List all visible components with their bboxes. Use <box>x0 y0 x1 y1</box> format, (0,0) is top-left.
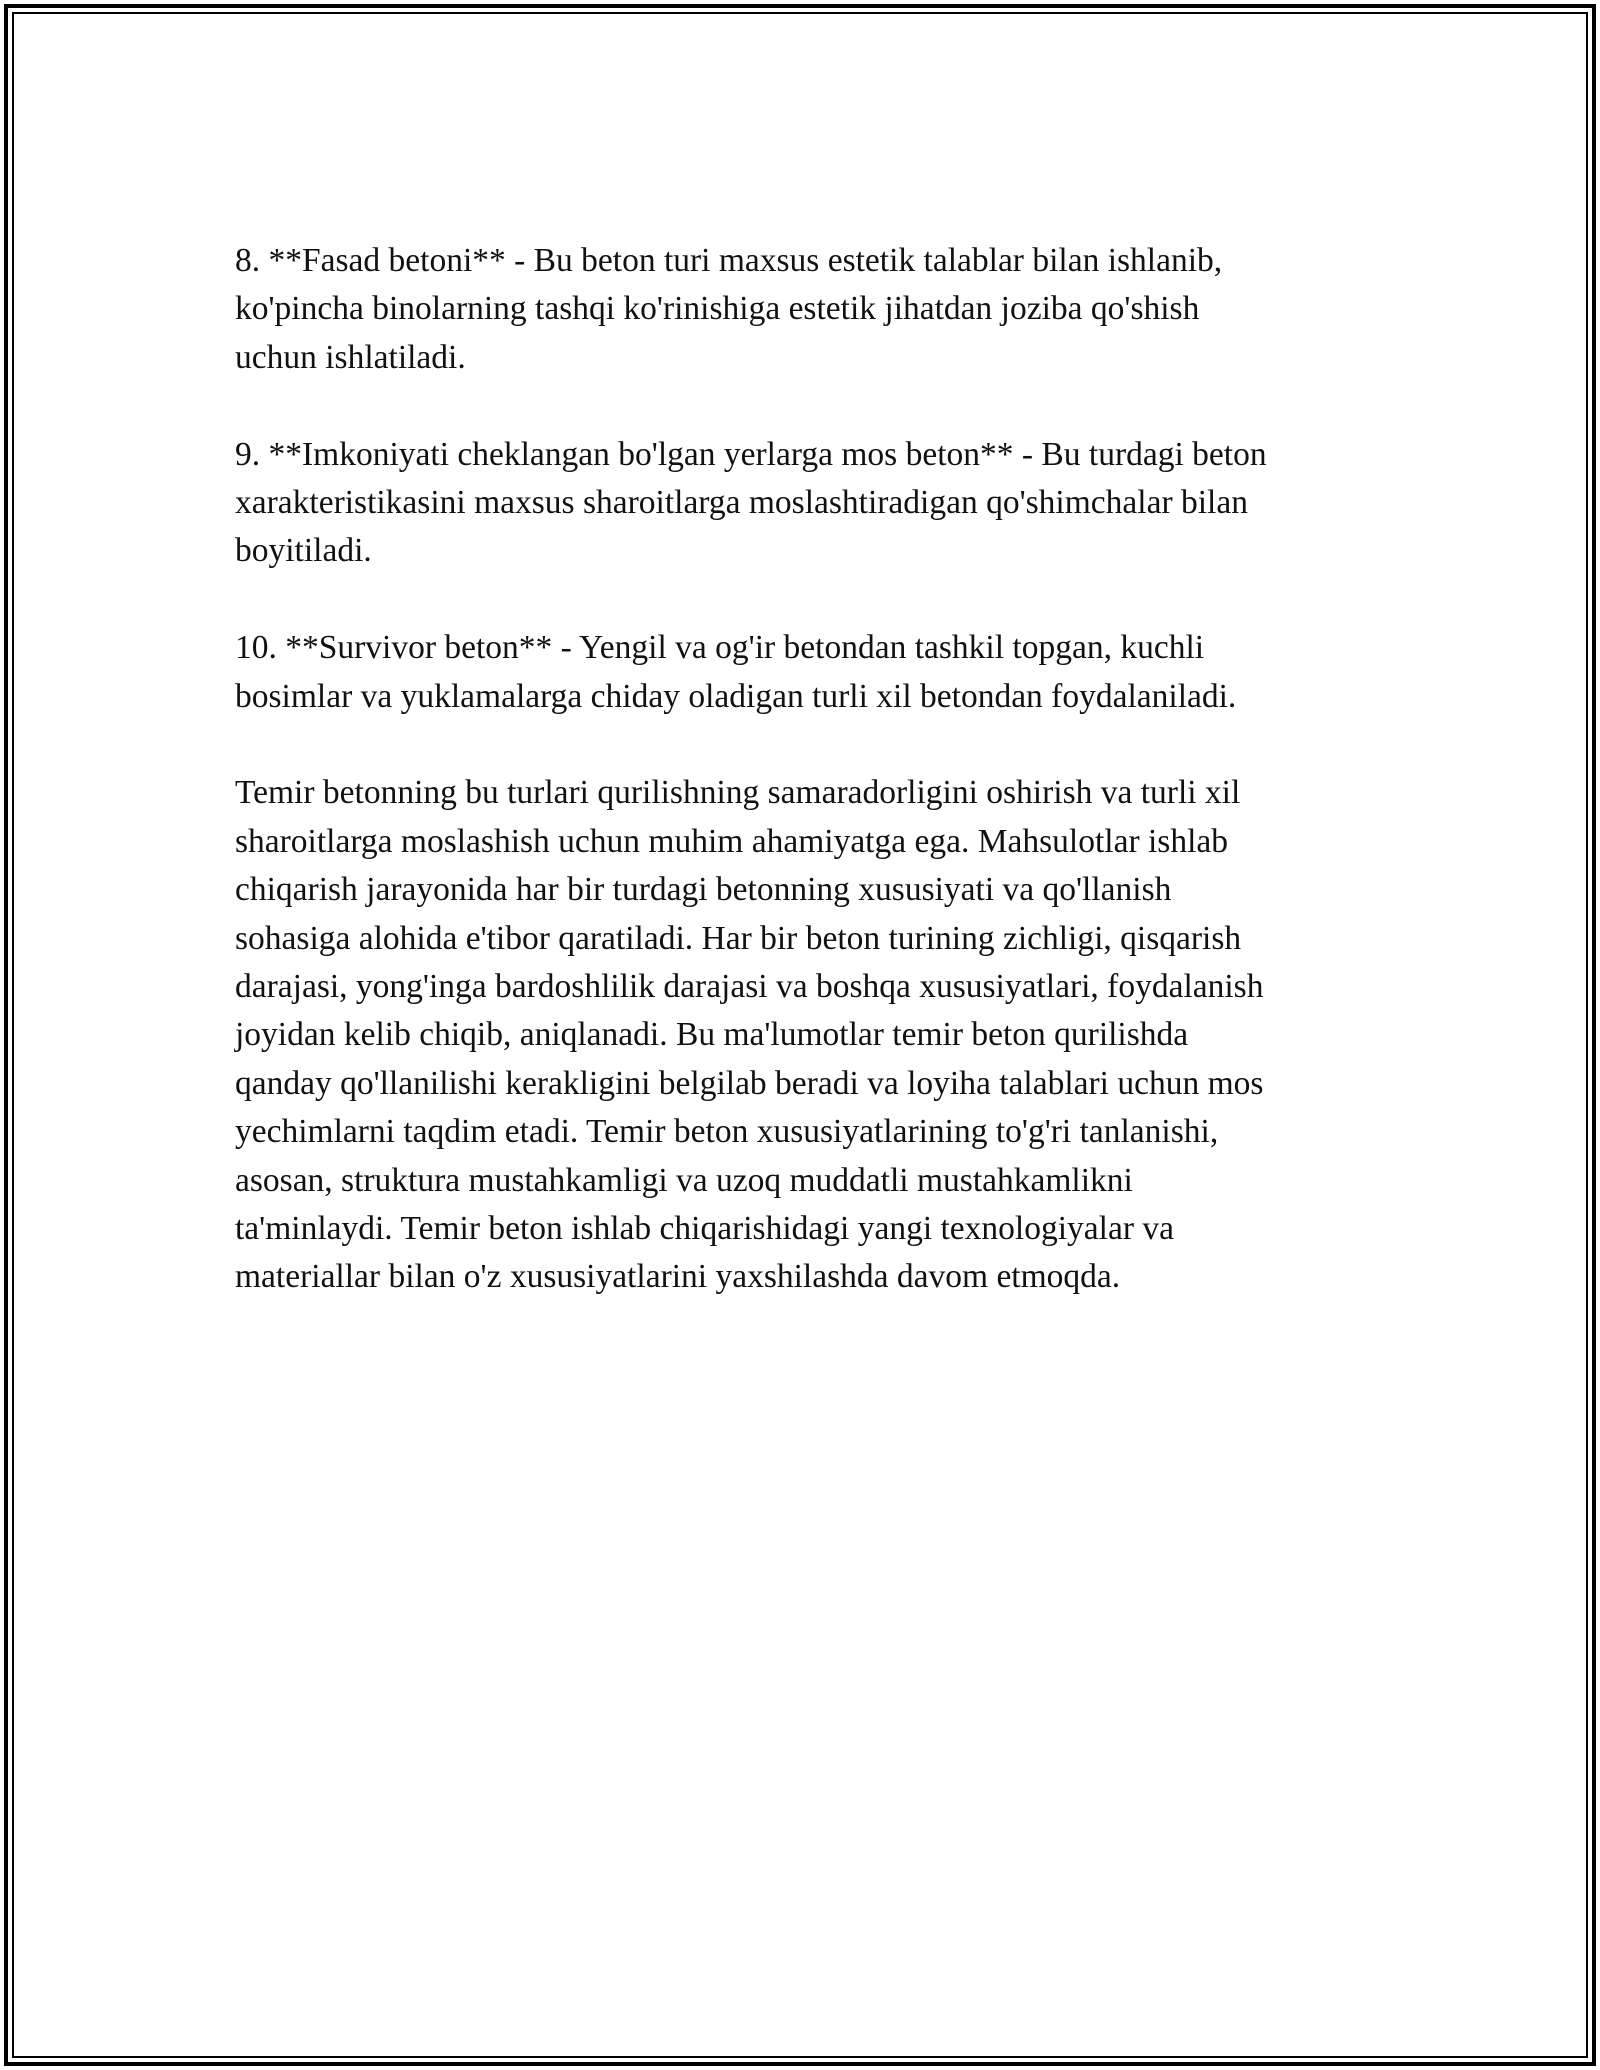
text-line: 10. **Survivor beton** - Yengil va og'ir betondan tashkil topgan, kuchli <box>235 629 1205 667</box>
text-line: xarakteristikasini maxsus sharoitlarga moslashtiradigan qo'shimchalar bilan <box>235 484 1248 522</box>
text-line: ko'pincha binolarning tashqi ko'rinishiga estetik jihatdan joziba qo'shish <box>235 290 1200 328</box>
text-line: bosimlar va yuklamalarga chiday oladigan turli xil betondan foydalaniladi. <box>235 677 1237 715</box>
text-line: 8. **Fasad betoni** - Bu beton turi maxsus estetik talablar bilan ishlanib, <box>235 242 1223 279</box>
paragraph-imkoniyati-cheklangan <box>235 431 1385 576</box>
text-line: yechimlarni taqdim etadi. Temir beton xususiyatlarining to'g'ri tanlanishi, <box>235 1113 1219 1151</box>
text-line: sohasiga alohida e'tibor qaratiladi. Har bir beton turining zichligi, qisqarish <box>235 919 1242 957</box>
document-body <box>235 237 1385 1350</box>
text-line: 9. **Imkoniyati cheklangan bo'lgan yerlarga mos beton** - Bu turdagi beton <box>235 435 1267 473</box>
text-line: uchun ishlatiladi. <box>235 338 466 376</box>
text-line: ta'minlaydi. Temir beton ishlab chiqarishidagi yangi texnologiyalar va <box>235 1210 1174 1248</box>
paragraph-fasad-betoni <box>235 237 1385 382</box>
text-line: joyidan kelib chiqib, aniqlanadi. Bu ma'lumotlar temir beton qurilishda <box>235 1016 1189 1054</box>
text-line: boyitiladi. <box>235 532 372 570</box>
paragraph-survivor-beton <box>235 624 1385 721</box>
text-line: chiqarish jarayonida har bir turdagi betonning xususiyati va qo'llanish <box>235 871 1172 909</box>
text-line: Temir betonning bu turlari qurilishning samaradorligini oshirish va turli xil <box>235 774 1241 812</box>
text-line: asosan, struktura mustahkamligi va uzoq muddatli mustahkamlikni <box>235 1161 1133 1199</box>
text-line: qanday qo'llanilishi kerakligini belgilab beradi va loyiha talablari uchun mos <box>235 1064 1264 1102</box>
text-line: sharoitlarga moslashish uchun muhim ahamiyatga ega. Mahsulotlar ishlab <box>235 822 1229 860</box>
text-line: darajasi, yong'inga bardoshlilik darajasi va boshqa xususiyatlari, foydalanish <box>235 968 1264 1006</box>
text-line: materiallar bilan o'z xususiyatlarini yaxshilashda davom etmoqda. <box>235 1258 1121 1296</box>
paragraph-summary <box>235 769 1385 1301</box>
